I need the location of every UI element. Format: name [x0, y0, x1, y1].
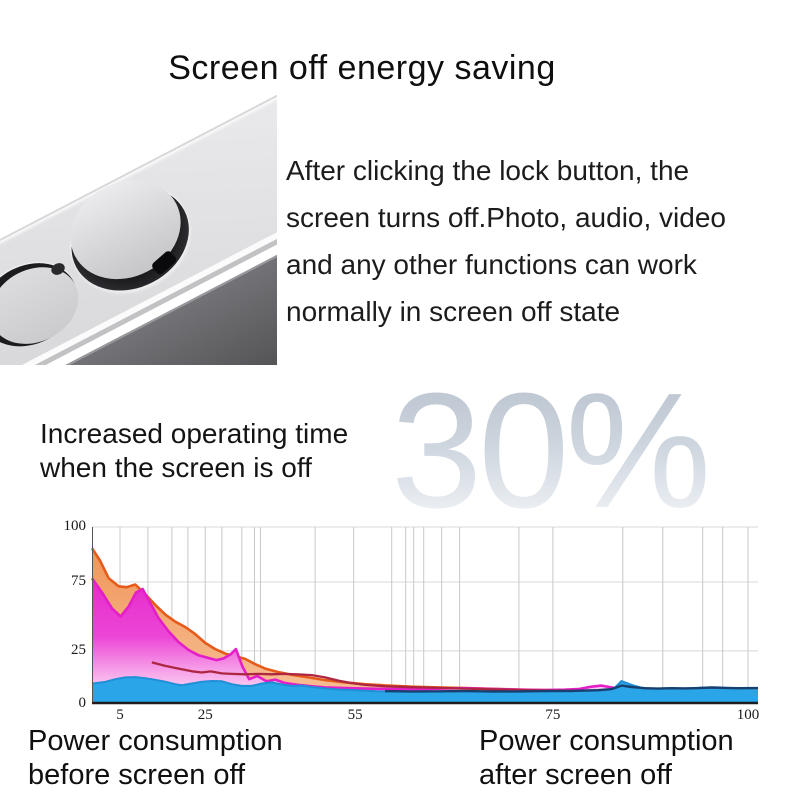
page-title: Screen off energy saving [168, 49, 556, 87]
legend-before [28, 724, 283, 792]
power-after-area [92, 677, 758, 704]
power-after-line [92, 677, 758, 692]
x-tick-label: 25 [197, 707, 213, 723]
x-tick-label: 100 [736, 707, 760, 723]
power-before-peak-area [92, 548, 758, 704]
power-after-trend-line [385, 686, 758, 692]
power-before-mid-line [92, 578, 758, 690]
x-tick-label: 5 [116, 707, 124, 723]
benefit-line: when the screen is off [40, 452, 312, 483]
y-tick-label: 75 [71, 573, 86, 590]
description-line: and any other functions can work [286, 249, 697, 280]
x-tick-label: 55 [347, 707, 363, 723]
product-photo [0, 95, 277, 365]
legend-after [479, 724, 734, 792]
legend-line: Power consumption [28, 725, 283, 757]
chart-plot [92, 527, 758, 704]
description-line: normally in screen off state [286, 296, 621, 327]
device-top-surface [0, 95, 277, 365]
percent-watermark: 30% [391, 359, 708, 542]
description-line: screen turns off.Photo, audio, video [286, 202, 726, 233]
legend-line: after screen off [479, 759, 672, 791]
legend-line: before screen off [28, 759, 246, 791]
power-before-mid-area [92, 578, 758, 704]
power-before-peak-line [92, 548, 758, 690]
y-tick-label: 0 [78, 695, 86, 711]
benefit-text [40, 417, 348, 485]
benefit-line: Increased operating time [40, 418, 349, 449]
description-text [286, 147, 786, 335]
y-tick-label: 100 [63, 518, 86, 534]
y-tick-label: 25 [71, 641, 86, 658]
legend-line: Power consumption [479, 725, 734, 757]
lock-button-cap [53, 162, 198, 298]
dark-red-trend-line [152, 662, 758, 690]
description-line: After clicking the lock button, the [286, 155, 690, 186]
x-tick-label: 75 [545, 707, 561, 723]
